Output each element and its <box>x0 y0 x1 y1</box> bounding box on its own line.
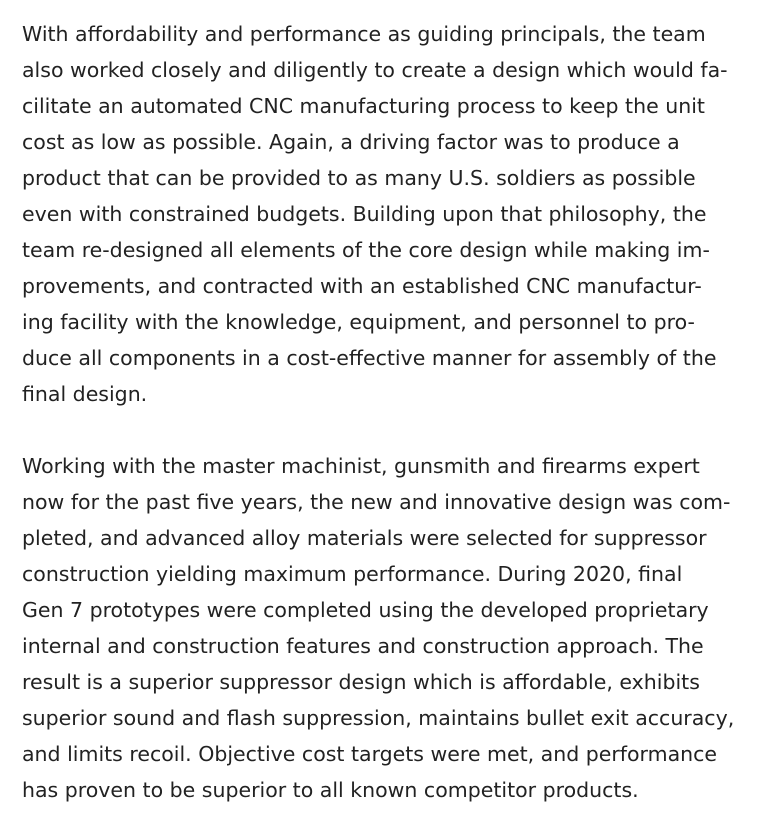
text-line: internal and construction features and construction approach. The <box>22 634 704 658</box>
paragraph-design-approach <box>22 16 757 412</box>
text-line: ing facility with the knowledge, equipment, and personnel to pro- <box>22 310 695 334</box>
paragraph-spacer <box>22 412 757 448</box>
text-line: also worked closely and diligently to create a design which would fa- <box>22 58 728 82</box>
text-line: even with constrained budgets. Building upon that philosophy, the <box>22 202 707 226</box>
text-line: and limits recoil. Objective cost targets were met, and performance <box>22 742 718 766</box>
text-line: superior sound and flash suppression, maintains bullet exit accuracy, <box>22 706 735 730</box>
text-line: team re-designed all elements of the core design while making im- <box>22 238 710 262</box>
text-line: result is a superior suppressor design which is affordable, exhibits <box>22 670 700 694</box>
text-line: now for the past five years, the new and innovative design was com- <box>22 490 731 514</box>
text-line: Gen 7 prototypes were completed using the developed proprietary <box>22 598 709 622</box>
text-line: With affordability and performance as guiding principals, the team <box>22 22 706 46</box>
text-line: construction yielding maximum performance. During 2020, final <box>22 562 683 586</box>
text-line: cilitate an automated CNC manufacturing process to keep the unit <box>22 94 705 118</box>
text-line: cost as low as possible. Again, a driving factor was to produce a <box>22 130 680 154</box>
text-line: duce all components in a cost-effective manner for assembly of the <box>22 346 717 370</box>
article-body <box>22 16 757 808</box>
text-line: has proven to be superior to all known competitor products. <box>22 778 639 802</box>
text-line: product that can be provided to as many U.S. soldiers as possible <box>22 166 696 190</box>
text-line: provements, and contracted with an established CNC manufactur- <box>22 274 702 298</box>
text-line: final design. <box>22 382 148 406</box>
text-line: pleted, and advanced alloy materials were selected for suppressor <box>22 526 707 550</box>
text-line: Working with the master machinist, gunsmith and firearms expert <box>22 454 700 478</box>
paragraph-development-history <box>22 448 757 808</box>
